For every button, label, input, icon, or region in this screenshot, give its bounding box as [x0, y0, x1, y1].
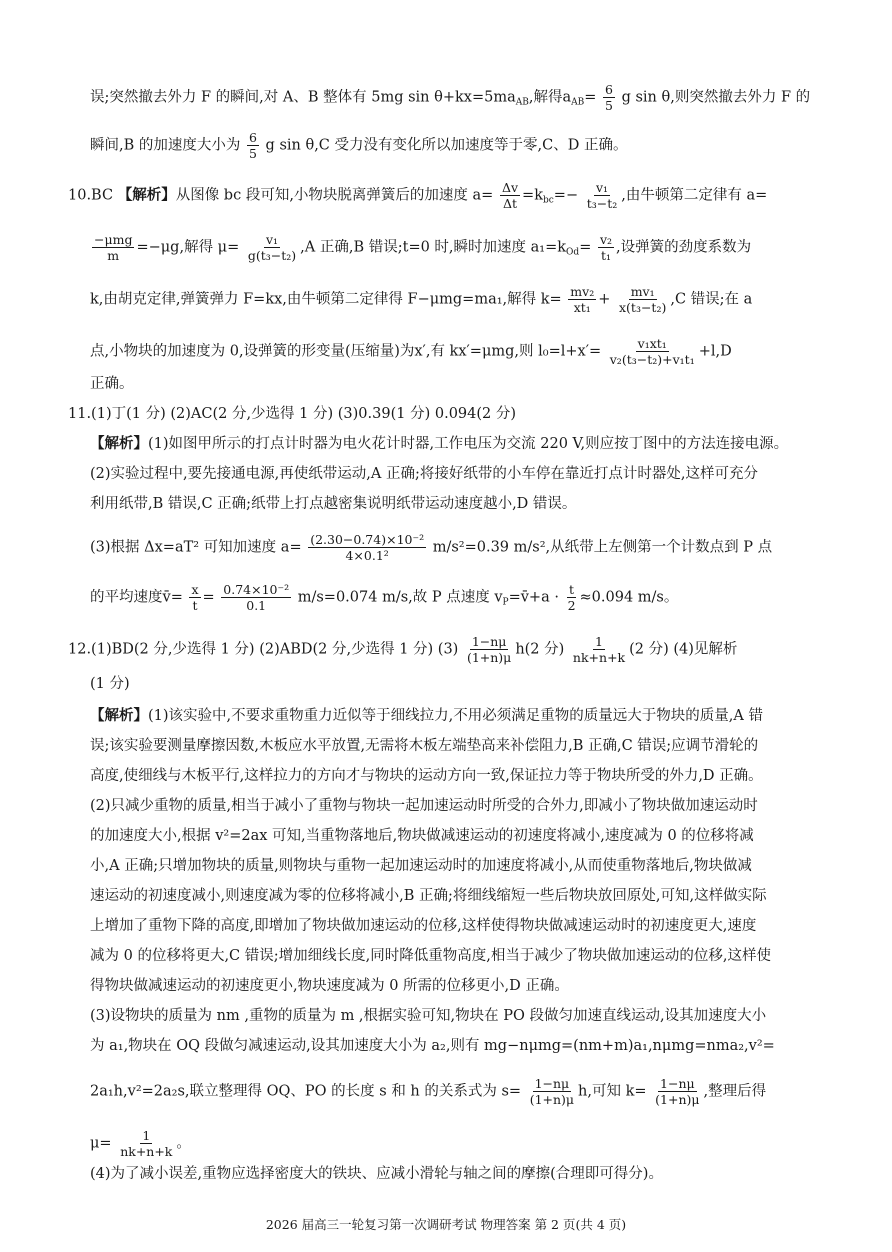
- fraction: $\frac{\text{0.74×10⁻²}}{0.1}$: [223, 582, 290, 613]
- text-line: 速运动的初速度减小,则速度减为零的位移将减小,B 正确;将细线缩短一些后物块放回原处,可知,这样做实际: [90, 888, 767, 904]
- fraction: $\frac{1-n\mu}{(1+n)\mu}$: [529, 1076, 575, 1107]
- text-line: 的加速度大小,根据 v²=2ax 可知,当重物落地后,物块做减速运动的初速度将减小,速度减为 0 的位移将减: [90, 828, 754, 844]
- text-line: 利用纸带,B 错误,C 正确;纸带上打点越密集说明纸带运动速度越小,D 错误。: [90, 496, 577, 512]
- fraction: $\frac{1}{nk+n+k}$: [572, 634, 626, 665]
- text-line: (3)根据 Δx=aT² 可知加速度 a= $\frac{\text{(2.30−0.74)×10⁻²}}{\text{4×0.1²}}$ m/s²=0.39 m/s²,从纸带上左侧第一个计数点到 P 点: [90, 532, 773, 563]
- fraction: $\frac{1-n\mu}{(1+n)\mu}$: [466, 634, 512, 665]
- fraction: $\frac{6}{5}$: [605, 82, 613, 113]
- fraction: $\frac{1-n\mu}{(1+n)\mu}$: [655, 1076, 700, 1107]
- fraction: $\frac{1}{nk+n+k}$: [120, 1128, 173, 1159]
- question-11-line: 11.(1)丁(1 分) (2)AC(2 分,少选得 1 分) (3)0.39(1 分) 0.094(2 分): [68, 406, 517, 422]
- text-line: (4)为了减小误差,重物应选择密度大的铁块、应减小滑轮与轴之间的摩擦(合理即可得分)。: [90, 1166, 663, 1182]
- text-line: 的平均速度v̄= $\frac{x}{t}$ = $\frac{\text{0.74×10⁻²}}{0.1}$ m/s=0.074 m/s,故 P 点速度 $v_P=v̄+a$ · $\frac{t}{2}$ ≈0.094 m/s。: [90, 582, 679, 613]
- text-line: 【解析】(1)该实验中,不要求重物重力近似等于细线拉力,不用必须满足重物的质量远大于物块的质量,A 错: [90, 707, 763, 724]
- text-line: 误;突然撤去外力 F 的瞬间,对 A、B 整体有 5mg $\sin \theta+kx=5ma_{AB}$,解得$a_{AB}=$ $\frac{6}{5}$ g sin θ,则突然撤去外力 F 的: [90, 82, 811, 113]
- text-line: k,由胡克定律,弹簧弹力 F=kx,由牛顿第二定律得 F−μmg=ma₁,解得 k= $\frac{\text{mv₂}}{\text{xt₁}}$ + $\frac{\text{mv₁}}{\text{x(t₃−t₂)}}$ ,C 错误;在 a: [90, 284, 753, 315]
- text-line: 上增加了重物下降的高度,即增加了物块做加速运动的位移,这样使得物块做减速运动时的初速度更大,速度: [90, 918, 757, 934]
- text-line: 减为 0 的位移将更大,C 错误;增加细线长度,同时降低重物高度,相当于减少了物块做加速运动的位移,这样使: [90, 948, 771, 964]
- fraction: $\frac{\text{v₁xt₁}}{\text{v₂(t₃−t₂)+v₁t₁}}$: [609, 336, 695, 367]
- text-line: 【解析】(1)如图甲所示的打点计时器为电火花计时器,工作电压为交流 220 V,则应按丁图中的方法连接电源。: [90, 435, 789, 452]
- text-line: $\frac{\text{−μmg}}{m}$ =−μg,解得 μ= $\frac{\text{v₁}}{\text{g(t₃−t₂)}}$ ,A 正确,B 错误;t=0 时,瞬时加速度 $a_1=k_{Od}=$ $\frac{\text{v₂}}{\text{t₁}}$ ,设弹簧的劲度系数为: [94, 232, 752, 263]
- text-line: (2)实验过程中,要先接通电源,再使纸带运动,A 正确;将接好纸带的小车停在靠近打点计时器处,这样可充分: [90, 466, 758, 482]
- text-line: 点,小物块的加速度为 0,设弹簧的形变量(压缩量)为x′,有 kx′=μmg,则 l₀=l+x′= $\frac{\text{v₁xt₁}}{\text{v₂(t₃−t₂)+v₁t₁}}$ +l,D: [90, 336, 732, 367]
- text-line: (1 分): [90, 676, 130, 692]
- fraction: $\frac{\text{−μmg}}{m}$: [94, 232, 133, 263]
- text-line: 误;该实验要测量摩擦因数,木板应水平放置,无需将木板左端垫高来补偿阻力,B 正确,C 错误;应调节滑轮的: [90, 738, 759, 754]
- text-line: (2)只减少重物的质量,相当于减小了重物与物块一起加速运动时所受的合外力,即减小了物块做加速运动时: [90, 798, 758, 814]
- fraction: $\frac{x}{t}$: [191, 582, 199, 613]
- text-line: μ= $\frac{1}{nk+n+k}$ 。: [90, 1128, 191, 1159]
- fraction: $\frac{\text{v₂}}{\text{t₁}}$: [599, 232, 613, 263]
- text-line: 为 a₁,物块在 OQ 段做匀减速运动,设其加速度大小为 a₂,则有 mg−nμmg=(nm+m)a₁,nμmg=nma₂,v²=: [90, 1038, 775, 1054]
- text-line: 小,A 正确;只增加物块的质量,则物块与重物一起加速运动时的加速度将减小,从而使重物落地后,物块做减: [90, 858, 752, 874]
- fraction: $\frac{\text{v₁}}{\text{t₃−t₂}}$: [586, 180, 618, 211]
- fraction: $\frac{6}{5}$: [248, 130, 257, 161]
- fraction: $\frac{\text{mv₂}}{\text{xt₁}}$: [570, 284, 595, 315]
- fraction: $\frac{t}{2}$: [567, 582, 576, 613]
- text-line: 正确。: [90, 376, 134, 392]
- fraction: $\frac{\text{(2.30−0.74)×10⁻²}}{\text{4×0.1²}}$: [310, 532, 425, 563]
- text-line: 2a₁h,v²=2a₂s,联立整理得 OQ、PO 的长度 s 和 h 的关系式为 s= $\frac{1-n\mu}{(1+n)\mu}$ h,可知 k= $\frac{1-n\mu}{(1+n)\mu}$ ,整理后得: [90, 1076, 767, 1107]
- text-line: 高度,使细线与木板平行,这样拉力的方向才与物块的运动方向一致,保证拉力等于物块所受的外力,D 正确。: [90, 768, 763, 784]
- page-footer: 2026 届高三一轮复习第一次调研考试 物理答案 第 2 页(共 4 页): [265, 1217, 627, 1232]
- text-line: (3)设物块的质量为 nm ,重物的质量为 m ,根据实验可知,物块在 PO 段做匀加速直线运动,设其加速度大小: [90, 1008, 767, 1024]
- fraction: $\frac{\text{mv₁}}{\text{x(t₃−t₂)}}$: [619, 284, 667, 315]
- text-line: 得物块做减速运动的初速度更小,物块速度减为 0 所需的位移更小,D 正确。: [90, 978, 569, 994]
- text-line: 瞬间,B 的加速度大小为 $\frac{6}{5}$ g sin θ,C 受力没有变化所以加速度等于零,C、D 正确。: [90, 130, 628, 161]
- question-10-line: 10.BC 【解析】从图像 bc 段可知,小物块脱离弹簧后的加速度 a= $\frac{\Delta v}{\Delta t}$ $=k_{bc}=-$ $\frac{\text{v₁}}{\text{t₃−t₂}}$ ,由牛顿第二定律有 a=: [68, 180, 768, 211]
- fraction: $\frac{\text{v₁}}{\text{g(t₃−t₂)}}$: [247, 232, 297, 263]
- fraction: $\frac{\Delta v}{\Delta t}$: [501, 180, 519, 211]
- question-12-line: 12.(1)BD(2 分,少选得 1 分) (2)ABD(2 分,少选得 1 分) (3) $\frac{1-n\mu}{(1+n)\mu}$ h(2 分) $\frac{1}{nk+n+k}$ (2 分) (4)见解析: [68, 634, 738, 665]
